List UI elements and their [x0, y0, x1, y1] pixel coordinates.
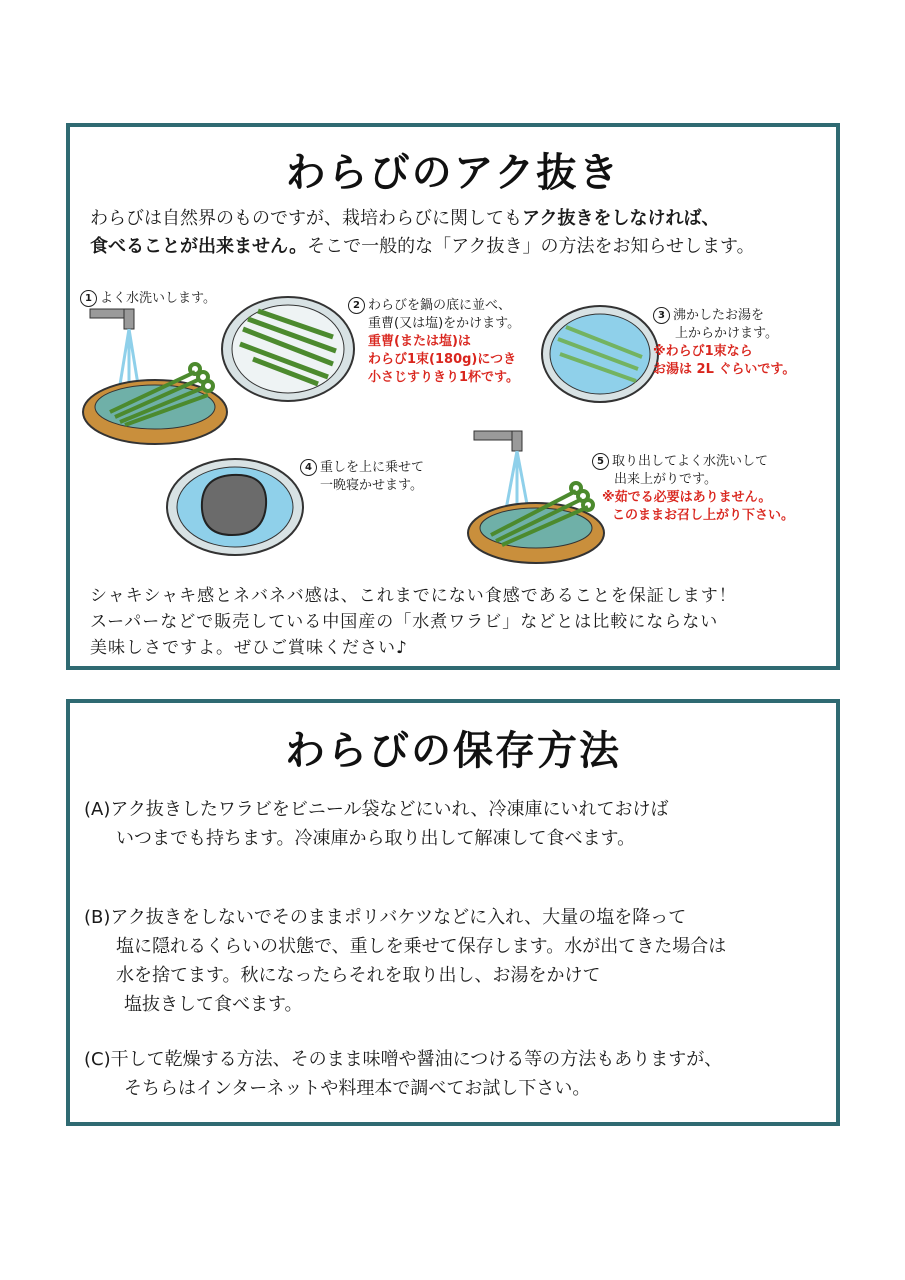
intro-line2-bold: 食べることが出来ません。: [90, 236, 308, 257]
step-4-line2: 一晩寝かせます。: [320, 478, 423, 493]
step-3: [653, 307, 795, 379]
step-5: [592, 453, 794, 525]
pot-ferns-illustration: [218, 289, 358, 404]
storage-item-b-line1: アク抜きをしないでそのままポリバケツなどに入れ、大量の塩を降って: [110, 907, 687, 928]
step-1-number: 1: [80, 290, 97, 307]
step-3-line2: 上からかけます。: [675, 326, 778, 341]
step-4-line1: 重しを上に乗せて: [320, 460, 425, 475]
stone-icon: [202, 475, 266, 535]
storage-item-c: [84, 1045, 824, 1103]
storage-panel: [66, 699, 840, 1126]
step-2-number: 2: [348, 297, 365, 314]
storage-item-b: [84, 903, 824, 1019]
step-1-text: よく水洗いします。: [100, 291, 216, 306]
outro-line2: スーパーなどで販売している中国産の「水煮ワラビ」などとは比較にならない: [90, 612, 719, 632]
step-5-line1: 取り出してよく水洗いして: [612, 454, 769, 469]
step-3-number: 3: [653, 307, 670, 324]
intro-line1: わらびは自然界のものですが、栽培わらびに関しても: [90, 208, 522, 229]
step-5-note2: このままお召し上がり下さい。: [612, 508, 795, 523]
step-3-line1: 沸かしたお湯を: [673, 308, 765, 323]
step-5-note1: ※茹でる必要はありません。: [602, 490, 772, 505]
step-2-note3: 小さじすりきり1杯です。: [368, 370, 520, 385]
akunuki-panel: [66, 123, 840, 670]
storage-item-b-line3: 水を捨てます。秋になったらそれを取り出し、お湯をかけて: [116, 965, 601, 986]
step-2-note2: わらび1束(180g)につき: [368, 352, 517, 367]
storage-item-b-label: (B): [84, 907, 111, 928]
storage-item-b-line4: 塩抜きして食べます。: [124, 994, 303, 1015]
step-2: [348, 297, 520, 387]
storage-item-c-line1: 干して乾燥する方法、そのまま味噌や醤油につける等の方法もありますが、: [110, 1049, 723, 1070]
storage-item-c-line2: そちらはインターネットや料理本で調べてお試し下さい。: [124, 1078, 591, 1099]
outro-line1: シャキシャキ感とネバネバ感は、これまでにない食感であることを保証します！: [90, 586, 737, 606]
step-4: [300, 459, 424, 495]
step-2-line1: わらびを鍋の底に並べ、: [368, 298, 512, 313]
basket-rinse-illustration: [466, 425, 606, 565]
faucet-icon: [474, 431, 522, 451]
storage-item-a: [84, 795, 824, 853]
step-2-line2: 重曹(又は塩)をかけます。: [368, 316, 521, 331]
step-1: [80, 290, 216, 308]
intro-line2: そこで一般的な「アク抜き」の方法をお知らせします。: [307, 236, 755, 257]
section1-intro: [90, 205, 830, 261]
intro-line1-bold: アク抜きをしなければ、: [522, 208, 720, 229]
section1-title: わらびのアク抜き: [285, 150, 621, 196]
storage-item-a-line1: アク抜きしたワラビをビニール袋などにいれ、冷凍庫にいれておけば: [110, 799, 669, 820]
pot-stone-illustration: [160, 447, 310, 562]
storage-item-b-line2: 塩に隠れるくらいの状態で、重しを乗せて保存します。水が出てきた場合は: [116, 936, 727, 957]
storage-item-a-line2: いつまでも持ちます。冷凍庫から取り出して解凍して食べます。: [116, 828, 636, 849]
basket-wash-illustration: [80, 297, 230, 447]
step-3-note2: お湯は 2L ぐらいです。: [653, 362, 796, 377]
storage-item-c-label: (C): [84, 1049, 111, 1070]
pot-water-illustration: [538, 299, 663, 409]
step-2-note1: 重曹(または塩)は: [368, 334, 471, 349]
outro-line3: 美味しさですよ。ぜひご賞味ください♪: [90, 638, 408, 658]
section2-title: わらびの保存方法: [285, 728, 621, 774]
step-5-number: 5: [592, 453, 609, 470]
section1-outro: [90, 583, 830, 661]
step-3-note1: ※わらび1束なら: [653, 344, 753, 359]
step-5-line2: 出来上がりです。: [614, 472, 717, 487]
storage-item-a-label: (A): [84, 799, 111, 820]
faucet-icon: [90, 309, 134, 329]
step-4-number: 4: [300, 459, 317, 476]
